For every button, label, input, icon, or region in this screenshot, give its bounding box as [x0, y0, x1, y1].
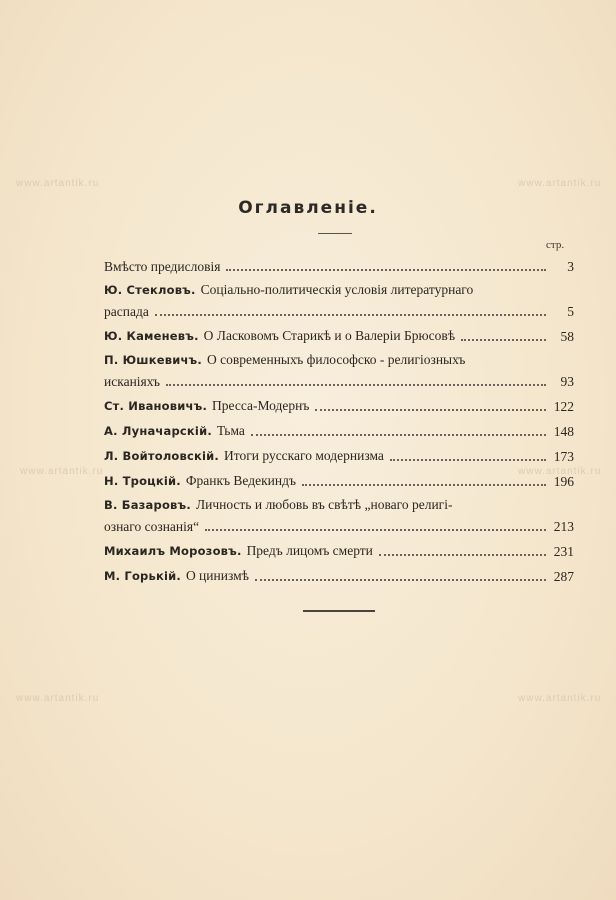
toc-title-continued: ознаго сознанія“ [104, 519, 200, 534]
page-number: 5 [567, 304, 574, 319]
dot-leader [226, 250, 546, 271]
toc-title: Тьма [216, 423, 245, 438]
toc-entry-line [104, 470, 574, 491]
toc-title: О Ласковомъ Старикѣ и о Валеріи Брюсовѣ [203, 328, 456, 343]
page-number: 196 [553, 474, 574, 489]
toc-entry [104, 395, 574, 416]
toc-title: О цинизмѣ [185, 568, 249, 583]
dot-leader [315, 390, 546, 411]
toc-entry [104, 325, 574, 346]
table-of-contents [104, 255, 574, 590]
watermark: www.artantik.ru [518, 466, 602, 477]
toc-entry [104, 495, 574, 536]
toc-entry-line [104, 420, 574, 441]
watermark: www.artantik.ru [16, 693, 100, 704]
page-number: 122 [553, 399, 574, 414]
toc-entry [104, 255, 574, 276]
toc-entry-line [104, 515, 574, 536]
page-number: 58 [560, 329, 574, 344]
toc-entry-line [104, 540, 574, 561]
toc-author: А. Луначарскій. [104, 424, 212, 438]
dot-leader [390, 440, 546, 461]
toc-author: Н. Троцкій. [104, 474, 181, 488]
toc-entry-line [104, 300, 574, 321]
dot-leader [461, 320, 546, 341]
toc-entry-text [104, 257, 220, 276]
page-number: 93 [560, 374, 574, 389]
page-number: 148 [553, 424, 574, 439]
toc-entry-text [104, 541, 373, 561]
toc-title: Вмѣсто предисловія [104, 259, 221, 274]
toc-entry-text [104, 326, 455, 346]
toc-title: Франкъ Ведекиндъ [185, 473, 296, 488]
toc-title: Соціально-политическія условія литературнаго [200, 282, 474, 297]
toc-entry-text [104, 446, 384, 466]
dot-leader [205, 510, 546, 531]
dot-leader [302, 465, 546, 486]
toc-entry [104, 445, 574, 466]
toc-entry [104, 420, 574, 441]
page-number: 3 [567, 259, 574, 274]
page-number: 173 [553, 449, 574, 464]
watermark: www.artantik.ru [518, 178, 602, 189]
toc-author: Ю. Стекловъ. [104, 283, 196, 297]
closing-rule [303, 610, 375, 612]
toc-title: О современныхъ философско - религіозныхъ [206, 352, 466, 367]
toc-entry-text [104, 396, 309, 416]
title-rule [318, 233, 352, 234]
toc-title: Предъ лицомъ смерти [246, 543, 373, 558]
toc-title-continued: исканіяхъ [104, 374, 160, 389]
toc-entry-line [104, 445, 574, 466]
toc-title: Пресса-Модернъ [212, 398, 310, 413]
page-number: 213 [553, 519, 574, 534]
toc-entry-line [104, 565, 574, 586]
page-number: 231 [553, 544, 574, 559]
watermark: www.artantik.ru [16, 178, 100, 189]
toc-title: Личность и любовь въ свѣтѣ „новаго религі- [195, 497, 453, 512]
toc-entry [104, 280, 574, 321]
dot-leader [255, 560, 546, 581]
dot-leader [166, 365, 546, 386]
page-column-label: стр. [546, 239, 565, 251]
toc-author: М. Горькій. [104, 569, 181, 583]
toc-title: Итоги русскаго модернизма [224, 448, 384, 463]
toc-entry-line [104, 325, 574, 346]
toc-entry [104, 565, 574, 586]
dot-leader [155, 295, 546, 316]
toc-author: Л. Войтоловскій. [104, 449, 220, 463]
toc-entry [104, 470, 574, 491]
dot-leader [379, 535, 546, 556]
toc-entry-line [104, 395, 574, 416]
toc-entry-text [104, 421, 245, 441]
toc-author: П. Юшкевичъ. [104, 353, 202, 367]
toc-entry-text [104, 471, 296, 491]
toc-entry-line [104, 370, 574, 391]
toc-author: Ст. Ивановичъ. [104, 399, 208, 413]
toc-entry-text [104, 566, 249, 586]
page-title: Оглавленіе. [238, 198, 378, 218]
toc-author: В. Базаровъ. [104, 498, 191, 512]
toc-entry [104, 350, 574, 391]
toc-title-continued: распада [104, 304, 149, 319]
watermark: www.artantik.ru [20, 466, 104, 477]
toc-entry [104, 540, 574, 561]
watermark: www.artantik.ru [518, 693, 602, 704]
dot-leader [251, 415, 546, 436]
toc-entry-line [104, 255, 574, 276]
page-number: 287 [553, 569, 574, 584]
toc-author: Ю. Каменевъ. [104, 329, 199, 343]
toc-author: Михаилъ Морозовъ. [104, 544, 242, 558]
